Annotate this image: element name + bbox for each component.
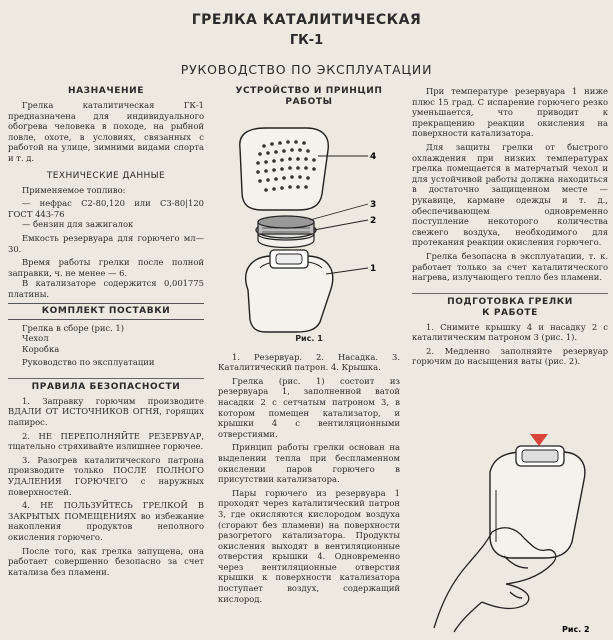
safety-note: После того, как грелка запущена, она работает совершенно безопасно за счет катализа без пламени. <box>8 545 204 577</box>
filling-diagram <box>412 432 608 637</box>
figure-1 <box>218 108 400 334</box>
column-right <box>412 86 608 367</box>
label-1: 1 <box>370 264 377 274</box>
purpose-heading: НАЗНАЧЕНИЕ <box>67 86 145 96</box>
cartridge-drawing <box>256 216 316 248</box>
design-paragraph: Грелка (рис. 1) состоит из резервуара 1, заполненной ватой насадки 2 с сетчатым патроном 3, в котором помещен катализатор, и крышки 4 с вентиляционными отверстиями. <box>218 375 400 439</box>
kit-heading: КОМПЛЕКТ ПОСТАВКИ <box>41 305 171 316</box>
preparation-step: 2. Медленно заполняйте резервуар горючим до насыщения ваты (рис. 2). <box>412 345 608 367</box>
reservoir-in-hand-drawing <box>490 446 585 558</box>
kit-item: Руководство по эксплуатации <box>22 357 155 368</box>
design-heading: УСТРОЙСТВО И ПРИНЦИП <box>235 86 383 96</box>
specs-fuel-label: Применяемое топливо: <box>22 184 126 195</box>
column-middle <box>218 86 400 604</box>
design-heading-2: РАБОТЫ <box>285 97 333 107</box>
column-left <box>8 86 204 577</box>
label-2: 2 <box>370 216 377 226</box>
safety-heading: ПРАВИЛА БЕЗОПАСНОСТИ <box>31 381 181 392</box>
document-subtitle: РУКОВОДСТВО ПО ЭКСПЛУАТАЦИИ <box>180 62 433 77</box>
operation-paragraph: При температуре резервуара 1 ниже плюс 15 град. С испарение горючего резко уменьшается, что приводит к прекращению реакции окисления на поверхности катализатора. <box>412 86 608 139</box>
safety-rule: 2. НЕ ПЕРЕПОЛНЯЙТЕ РЕЗЕРВУАР, тщательно стряхивайте излишнее горючее. <box>8 430 204 452</box>
purpose-text: Грелка каталитическая ГК-1 предназначена для индивидуального обогрева человека в походе, на рыбной ловле, охоте, в условиях, связанных с работой на улице, зимними видами спорта и т. д. <box>8 100 204 163</box>
safety-rule: 3. Разогрев каталитического патрона производите только ПОСЛЕ ПОЛНОГО УДАЛЕНИЯ ГОРЮЧЕГО с наружных поверхностей. <box>8 454 204 497</box>
specs-capacity: Емкость резервуара для горючего мл—30. <box>8 232 204 254</box>
lid-drawing <box>240 128 329 210</box>
operation-paragraph: Для защиты грелки от быстрого охлаждения при низких температурах грелка помещается в матерчатый чехол и для устойчивой работы должна находиться в достаточно защищенном месте — рукавице, кармане одежды и т. д., обеспечивающем одновременно поступление некоторого количества свежего воздуха, необходимого для протекания реакции окисления горючего. <box>412 141 608 248</box>
operation-paragraph: Грелка безопасна в эксплуатации, т. к. работает только за счет каталитического нагрева, излучающего тепло без пламени. <box>412 250 608 283</box>
specs-heading: ТЕХНИЧЕСКИЕ ДАННЫЕ <box>46 170 166 181</box>
fuel-drop-arrow-icon <box>530 434 548 446</box>
kit-item: Чехол <box>22 333 49 344</box>
kit-item: Коробка <box>22 343 60 354</box>
design-paragraph: Принцип работы грелки основан на выделении тепла при беспламенном окислении паров горючего в присутствии катализатора. <box>218 442 400 485</box>
safety-rule: 4. НЕ ПОЛЬЗУЙТЕСЬ ГРЕЛКОЙ В ЗАКРЫТЫХ ПОМЕЩЕНИЯХ во избежание накопления продуктов неполного окисления горючего. <box>8 500 204 542</box>
preparation-heading-2: К РАБОТЕ <box>482 307 538 318</box>
design-paragraph: Пары горючего из резервуара 1 проходят через каталитический патрон 3, где окисляются кислородом воздуха (сгорают без пламени) на поверхности разогретого катализатора. Продукты окисления выходят в вентиляционные отверстия крышки 4. Одновременно через вентиляционные отверстия крышки к поверхности катализатора поступает воздух, содержащий кислород. <box>218 487 400 604</box>
design-legend: 1. Резервуар. 2. Насадка. 3. Каталитический патрон. 4. Крышка. <box>218 351 400 373</box>
preparation-step: 1. Снимите крышку 4 и насадку 2 с каталитическим патроном 3 (рис. 1). <box>412 321 608 343</box>
figure-2-caption: Рис. 2 <box>562 625 590 634</box>
specs-fuel-1: — нефрас С2-80,120 или С3-80|120 ГОСТ 443-76 <box>8 198 204 219</box>
safety-rule: 1. Заправку горючим производите ВДАЛИ ОТ ИСТОЧНИКОВ ОГНЯ, горящих папирос. <box>8 395 204 428</box>
reservoir-drawing <box>246 250 333 332</box>
preparation-heading: ПОДГОТОВКА ГРЕЛКИ <box>447 296 573 307</box>
specs-burn-time: Время работы грелки после полной заправки, ч. не менее — 6. <box>8 257 204 278</box>
figure-2 <box>412 432 608 637</box>
model-name: ГК-1 <box>289 33 324 48</box>
specs-platinum: В катализаторе содержится 0,001775 платины. <box>8 278 204 299</box>
kit-heading-box <box>8 303 204 320</box>
figure-1-caption: Рис. 1 <box>295 334 323 343</box>
document-title: ГРЕЛКА КАТАЛИТИЧЕСКАЯ <box>191 12 422 28</box>
kit-item: Грелка в сборе (рис. 1) <box>22 322 125 333</box>
label-4: 4 <box>370 152 377 162</box>
specs-fuel-2: — бензин для зажигалок <box>22 219 134 230</box>
label-3: 3 <box>370 200 377 210</box>
heater-exploded-diagram <box>218 108 400 334</box>
